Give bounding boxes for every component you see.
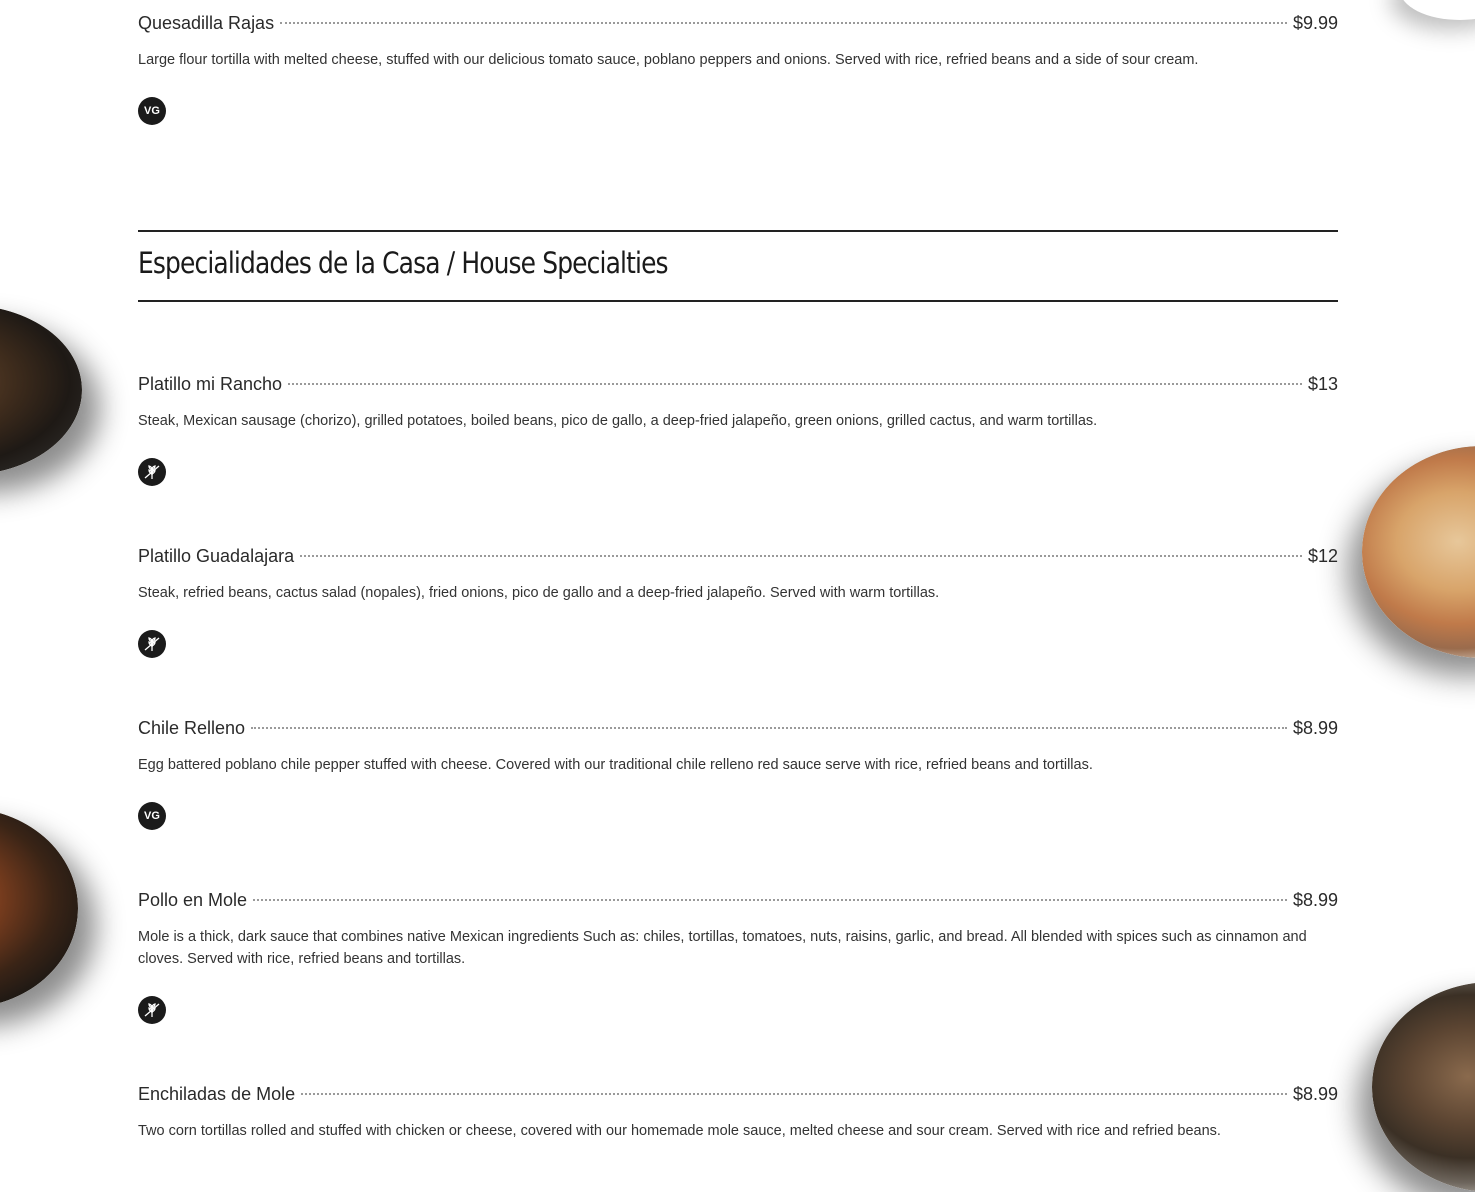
gluten-free-icon xyxy=(138,630,166,658)
menu-item-name: Quesadilla Rajas xyxy=(138,13,275,33)
leader-dots xyxy=(253,899,1287,901)
gluten-free-icon xyxy=(138,996,166,1024)
food-plate-image xyxy=(1372,982,1475,1192)
menu-item-description: Mole is a thick, dark sauce that combines native Mexican ingredients Such as: chiles, tortillas, tomatoes, nuts, raisins, garlic, and bread. All blended with spices such as cinnamon and cloves. Served with rice, refried beans and tortillas. xyxy=(138,929,1307,967)
leader-dots xyxy=(280,22,1287,24)
menu-item-description: Large flour tortilla with melted cheese, stuffed with our delicious tomato sauce, poblano peppers and onions. Served with rice, refried beans and a side of sour cream. xyxy=(138,52,1199,68)
gluten-free-icon xyxy=(138,458,166,486)
menu-item-name: Platillo Guadalajara xyxy=(138,546,295,566)
food-plate-image xyxy=(0,808,78,1008)
leader-dots xyxy=(251,727,1287,729)
menu-item-description: Two corn tortillas rolled and stuffed with chicken or cheese, covered with our homemade mole sauce, melted cheese and sour cream. Served with rice and refried beans. xyxy=(138,1123,1221,1139)
menu-item xyxy=(138,1084,1338,1142)
menu-item-description: Steak, Mexican sausage (chorizo), grilled potatoes, boiled beans, pico de gallo, a deep-fried jalapeño, green onions, grilled cactus, and warm tortillas. xyxy=(138,413,1098,429)
menu-item xyxy=(138,890,1338,970)
menu-item-price: $8.99 xyxy=(1292,890,1338,910)
menu-item-price: $9.99 xyxy=(1292,13,1338,33)
menu-item-description: Egg battered poblano chile pepper stuffed with cheese. Covered with our traditional chile relleno red sauce serve with rice, refried beans and tortillas. xyxy=(138,757,1093,773)
vegetarian-badge: VG xyxy=(138,97,166,125)
menu-item-name: Platillo mi Rancho xyxy=(138,374,283,394)
vegetarian-badge: VG xyxy=(138,802,166,830)
plate-image-top-right xyxy=(1400,0,1475,20)
leader-dots xyxy=(301,1093,1287,1095)
leader-dots xyxy=(288,383,1302,385)
menu-item-name: Chile Relleno xyxy=(138,718,246,738)
leader-dots xyxy=(300,555,1302,557)
menu-item xyxy=(138,374,1338,432)
menu-item-price: $12 xyxy=(1307,546,1338,566)
menu-item xyxy=(138,546,1338,604)
menu-item-description: Steak, refried beans, cactus salad (nopales), fried onions, pico de gallo and a deep-fried jalapeño. Served with warm tortillas. xyxy=(138,585,940,601)
menu-item-name: Pollo en Mole xyxy=(138,890,248,910)
section-header xyxy=(138,230,1338,302)
menu-item-price: $8.99 xyxy=(1292,718,1338,738)
section-title: Especialidades de la Casa / House Specialties xyxy=(138,246,668,280)
menu-item-price: $8.99 xyxy=(1292,1084,1338,1104)
menu-item-price: $13 xyxy=(1307,374,1338,394)
food-plate-image xyxy=(0,305,82,475)
menu-item xyxy=(138,13,1338,71)
food-plate-image xyxy=(1362,446,1475,658)
menu-item-name: Enchiladas de Mole xyxy=(138,1084,296,1104)
menu-item xyxy=(138,718,1338,776)
